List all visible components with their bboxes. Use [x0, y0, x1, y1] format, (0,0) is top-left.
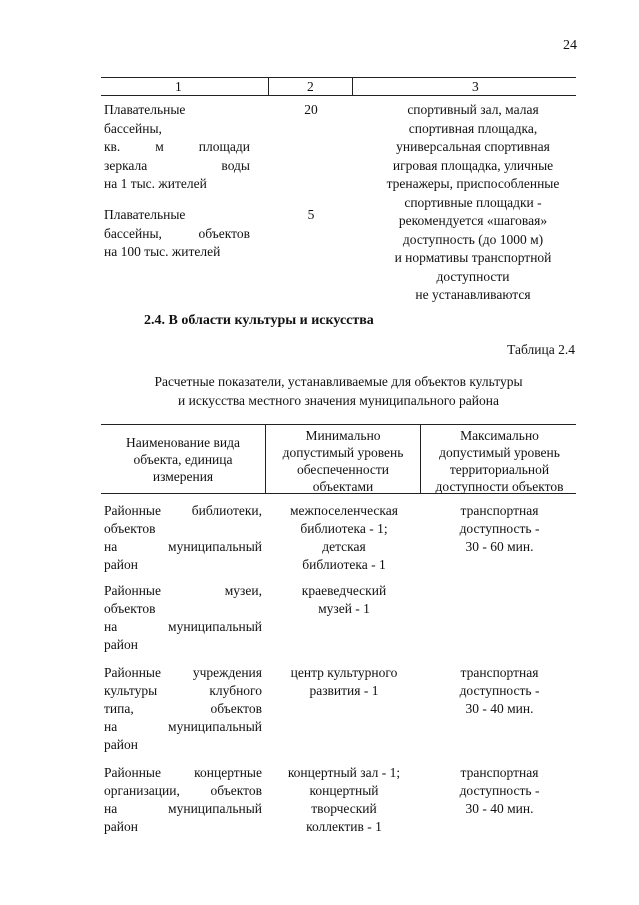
- object-name-cell: Районные библиотеки, объектов на муниципальный район: [104, 503, 262, 572]
- table-label: Таблица 2.4: [507, 342, 575, 357]
- object-name-cell: Плавательные бассейны, кв. м площади зеркала воды на 1 тыс. жителей: [104, 102, 250, 191]
- value-cell: 20: [304, 102, 318, 117]
- min-level-cell: концертный зал - 1; концертный творческий коллектив - 1: [287, 765, 401, 834]
- column-number-2: 2: [307, 79, 314, 94]
- culture-table: [101, 424, 576, 834]
- object-name-cell: Районные концертные организации, объектов на муниципальный район: [104, 765, 262, 834]
- value-cell: 5: [307, 207, 315, 222]
- object-name-cell: Районные музеи, объектов на муниципальный район: [104, 583, 262, 652]
- table-header-row: [101, 77, 576, 96]
- sports-table-continuation: [101, 77, 576, 302]
- page-number: 24: [563, 38, 577, 53]
- table-caption: Расчетные показатели, устанавливаемые для объектов культуры и искусства местного значения муниципального района: [154, 374, 523, 408]
- min-level-cell: межпоселенческая библиотека - 1; детская библиотека - 1: [290, 503, 398, 572]
- column-number-3: 3: [472, 79, 479, 94]
- min-level-cell: центр культурного развития - 1: [290, 665, 398, 698]
- header-object-type: Наименование вида объекта, единица измерения: [126, 435, 240, 484]
- note-cell: спортивный зал, малая спортивная площадка, универсальная спортивная игровая площадка, уличные тренажеры, приспособленные спортивные площадки - рекомендуется «шаговая» доступность (до 1000 м) и нормативы транспортной доступности не устанавливаются: [386, 102, 560, 302]
- header-min-level: Минимально допустимый уровень обеспеченности объектами: [282, 428, 404, 494]
- min-level-cell: краеведческий музей - 1: [301, 583, 387, 616]
- object-name-cell: Районные учреждения культуры клубного типа, объектов на муниципальный район: [104, 665, 262, 752]
- max-level-cell: транспортная доступность - 30 - 40 мин.: [459, 665, 540, 716]
- header-max-level: Максимально допустимый уровень территориальной доступности объектов: [435, 428, 564, 494]
- column-number-1: 1: [175, 79, 182, 94]
- section-title: 2.4. В области культуры и искусства: [144, 313, 374, 328]
- object-name-cell: Плавательные бассейны, объектов на 100 тыс. жителей: [104, 207, 250, 259]
- table-header-row: [101, 424, 576, 494]
- max-level-cell: транспортная доступность - 30 - 40 мин.: [459, 765, 540, 816]
- max-level-cell: транспортная доступность - 30 - 60 мин.: [459, 503, 540, 554]
